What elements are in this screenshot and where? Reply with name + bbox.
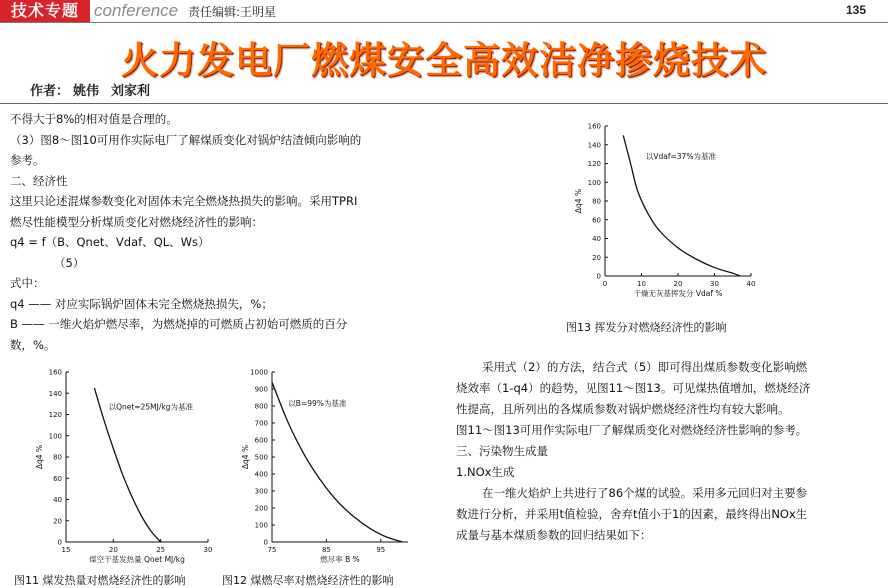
y-tick-label: 160	[587, 122, 601, 131]
y-tick-label: 80	[592, 197, 601, 206]
x-tick-label: 30	[710, 280, 719, 288]
paragraph-line: 燃尽性能模型分析煤质变化对燃烧经济性的影响：	[10, 214, 263, 229]
x-tick-label: 40	[746, 280, 756, 288]
x-tick-label: 25	[156, 546, 166, 554]
y-tick-label: 0	[263, 538, 268, 547]
paragraph-line: 这里只论述混煤参数变化对固体未完全燃烧热损失的影响。采用TPRI	[10, 194, 358, 208]
x-axis-label: 燃尽率 B %	[320, 555, 360, 564]
paragraph-line: 式中：	[10, 276, 45, 290]
x-tick-label: 75	[267, 546, 277, 554]
y-tick-label: 100	[254, 521, 268, 530]
x-axis-label: 干燥无灰基挥发分 Vdaf %	[633, 289, 723, 298]
y-tick-label: 20	[53, 517, 62, 526]
paragraph-line: 烧效率（1-q4）的趋势，见图11～图13。可见煤热值增加，燃烧经济	[456, 381, 811, 395]
chart-annotation: 以Vdaf=37%为基准	[645, 152, 716, 161]
y-tick-label: 800	[254, 402, 268, 411]
figure-caption: 图13 挥发分对燃烧经济性的影响	[566, 321, 727, 334]
article-title: 火力发电厂燃煤安全高效洁净掺烧技术	[121, 39, 767, 82]
sub-heading: 1.NOx生成	[456, 465, 515, 479]
y-tick-label: 100	[587, 178, 601, 187]
y-axis-label: Δq4 %	[574, 188, 583, 214]
formula: q4 = f（B、Qnet、Vdaf、QL、Ws）	[10, 235, 210, 249]
authors-label: 作者：	[30, 84, 70, 99]
definition-line: q4 —— 对应实际锅炉固体未完全燃烧热损失，%；	[10, 296, 273, 311]
paragraph-line: 采用式（2）的方法，结合式（5）即可得出煤质参数变化影响燃	[482, 360, 808, 374]
formula-number: （5）	[54, 255, 85, 270]
y-tick-label: 500	[254, 453, 268, 462]
x-tick-label: 30	[203, 546, 213, 554]
y-tick-label: 120	[48, 411, 62, 419]
figure-caption: 图11 煤发热量对燃烧经济性的影响	[14, 574, 186, 587]
definition-line: 数，%。	[10, 337, 56, 352]
y-tick-label: 60	[592, 216, 601, 225]
x-tick-label: 20	[108, 546, 118, 554]
y-tick-label: 200	[254, 504, 268, 513]
y-tick-label: 40	[592, 235, 601, 243]
section-heading: 二、经济性	[10, 173, 68, 188]
chart-fig12	[236, 362, 416, 572]
y-tick-label: 0	[596, 272, 601, 281]
x-tick-label: 95	[376, 546, 386, 554]
x-tick-label: 85	[321, 546, 331, 554]
paragraph-line: 性提高，且所列出的各煤质参数对锅炉燃烧经济性均有较大影响。	[456, 402, 790, 416]
figure-caption: 图12 煤燃尽率对燃烧经济性的影响	[222, 574, 394, 587]
right-column	[456, 357, 810, 546]
x-tick-label: 15	[61, 546, 71, 554]
definition-line: B —— 一维火焰炉燃尽率，为燃烧掉的可燃质占初始可燃质的百分	[10, 317, 348, 331]
page-number: 135	[846, 3, 867, 17]
y-tick-label: 140	[48, 389, 62, 398]
paragraph-line: 数进行分析，并采用t值检验，舍弃t值小于1的因素，最终得出NOx生	[456, 507, 808, 521]
x-tick-label: 20	[673, 280, 683, 288]
chart-annotation: 以B=99%为基准	[288, 399, 347, 408]
y-tick-label: 1000	[250, 368, 268, 377]
section-badge: 技术专题	[0, 0, 90, 22]
x-tick-label: 10	[637, 280, 646, 288]
paragraph-line: 参考。	[10, 153, 45, 167]
y-tick-label: 160	[48, 368, 62, 377]
paragraph-line: 不得大于8%的相对值是合理的。	[10, 112, 178, 126]
y-tick-label: 20	[592, 253, 601, 262]
y-tick-label: 120	[587, 160, 601, 168]
y-tick-label: 60	[53, 474, 62, 483]
title-divider	[0, 103, 888, 104]
chart-fig11	[28, 362, 218, 572]
y-tick-label: 900	[254, 385, 268, 394]
y-tick-label: 700	[254, 419, 268, 428]
section-tag: conference	[94, 1, 179, 20]
y-axis-label: Δq4 %	[35, 444, 44, 470]
paragraph-line: 成量与基本煤质参数的回归结果如下：	[456, 528, 652, 542]
chart-fig13	[565, 118, 765, 313]
y-tick-label: 100	[48, 432, 62, 441]
y-tick-label: 300	[254, 487, 268, 496]
paragraph-line: 在一维火焰炉上共进行了86个煤的试验。采用多元回归对主要参	[482, 486, 808, 500]
left-column	[10, 109, 361, 355]
y-tick-label: 600	[254, 436, 268, 445]
x-axis-label: 煤空干基发热量 Qnet MJ/kg	[89, 555, 185, 564]
header-divider	[0, 22, 888, 23]
x-tick-label: 0	[602, 280, 608, 288]
y-axis-label: Δq4 %	[241, 444, 250, 470]
y-tick-label: 40	[53, 496, 62, 504]
y-tick-label: 400	[254, 470, 268, 479]
author-line	[30, 80, 162, 99]
paragraph-line: 图11～图13可用作实际电厂了解煤质变化对燃烧经济性影响的参考。	[456, 423, 808, 437]
chart-annotation: 以Qnet=25MJ/kg为基准	[108, 402, 193, 412]
author-name: 刘家利	[111, 84, 151, 99]
y-tick-label: 0	[57, 538, 62, 547]
paragraph-line: （3）图8～图10可用作实际电厂了解煤质变化对锅炉结渣倾向影响的	[10, 132, 362, 147]
y-tick-label: 140	[587, 141, 601, 150]
author-name: 姚伟	[73, 84, 100, 99]
editor-credit: 责任编辑:王明星	[188, 5, 277, 19]
section-heading: 三、污染物生成量	[456, 444, 548, 458]
y-tick-label: 80	[53, 453, 62, 462]
